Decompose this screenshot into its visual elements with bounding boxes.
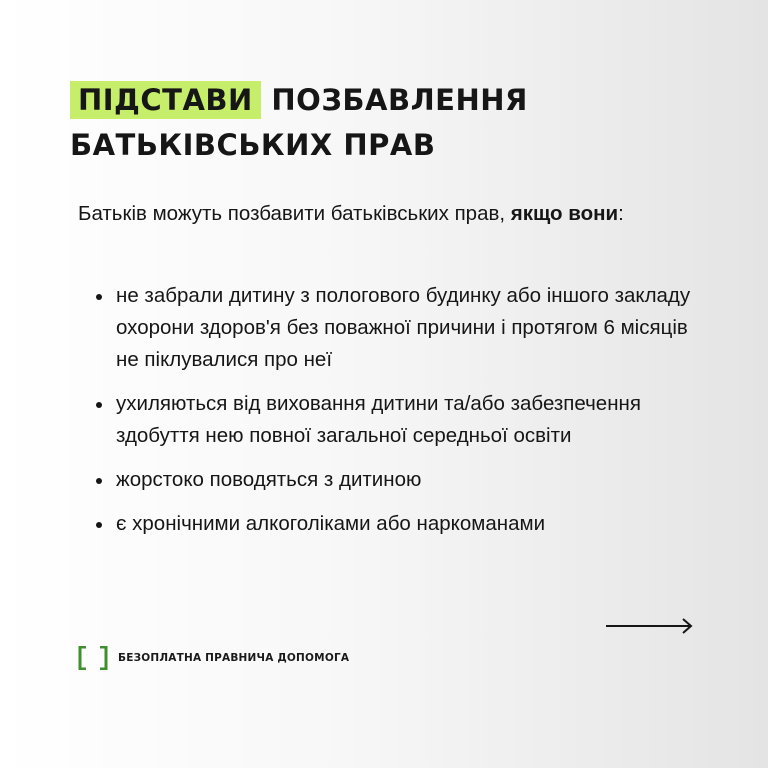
bullet-dot-icon bbox=[96, 478, 102, 484]
footer-brand bbox=[78, 646, 349, 670]
bullet-dot-icon bbox=[96, 294, 102, 300]
list-item bbox=[78, 464, 698, 496]
list-item-text: не забрали дитину з пологового будинку або іншого закладу охорони здоров'я без поважної причини і протягом 6 місяців не піклувалися про неї bbox=[116, 284, 691, 371]
bracket-logo-icon bbox=[78, 646, 108, 670]
title-rest-line1: ПОЗБАВЛЕННЯ bbox=[271, 83, 528, 117]
page-title bbox=[70, 78, 710, 168]
intro-text: Батьків можуть позбавити батьківських прав, bbox=[78, 202, 511, 225]
list-item-text: є хронічними алкоголіками або наркоманами bbox=[116, 512, 546, 535]
bullet-dot-icon bbox=[96, 522, 102, 528]
list-item bbox=[78, 388, 698, 452]
list-item-text: ухиляються від виховання дитини та/або забезпечення здобуття нею повної загальної середньої освіти bbox=[116, 392, 641, 447]
list-item bbox=[78, 280, 698, 376]
intro-suffix: : bbox=[618, 202, 624, 225]
list-item bbox=[78, 508, 698, 540]
grounds-list bbox=[78, 280, 698, 552]
bullet-dot-icon bbox=[96, 402, 102, 408]
arrow-right-icon[interactable] bbox=[606, 617, 694, 635]
list-item-text: жорстоко поводяться з дитиною bbox=[116, 468, 422, 491]
title-highlight: ПІДСТАВИ bbox=[70, 81, 261, 119]
title-line2: БАТЬКІВСЬКИХ ПРАВ bbox=[70, 128, 436, 162]
intro-paragraph bbox=[78, 198, 718, 230]
footer-brand-text: БЕЗОПЛАТНА ПРАВНИЧА ДОПОМОГА bbox=[118, 652, 350, 664]
intro-bold: якщо вони bbox=[510, 202, 619, 225]
